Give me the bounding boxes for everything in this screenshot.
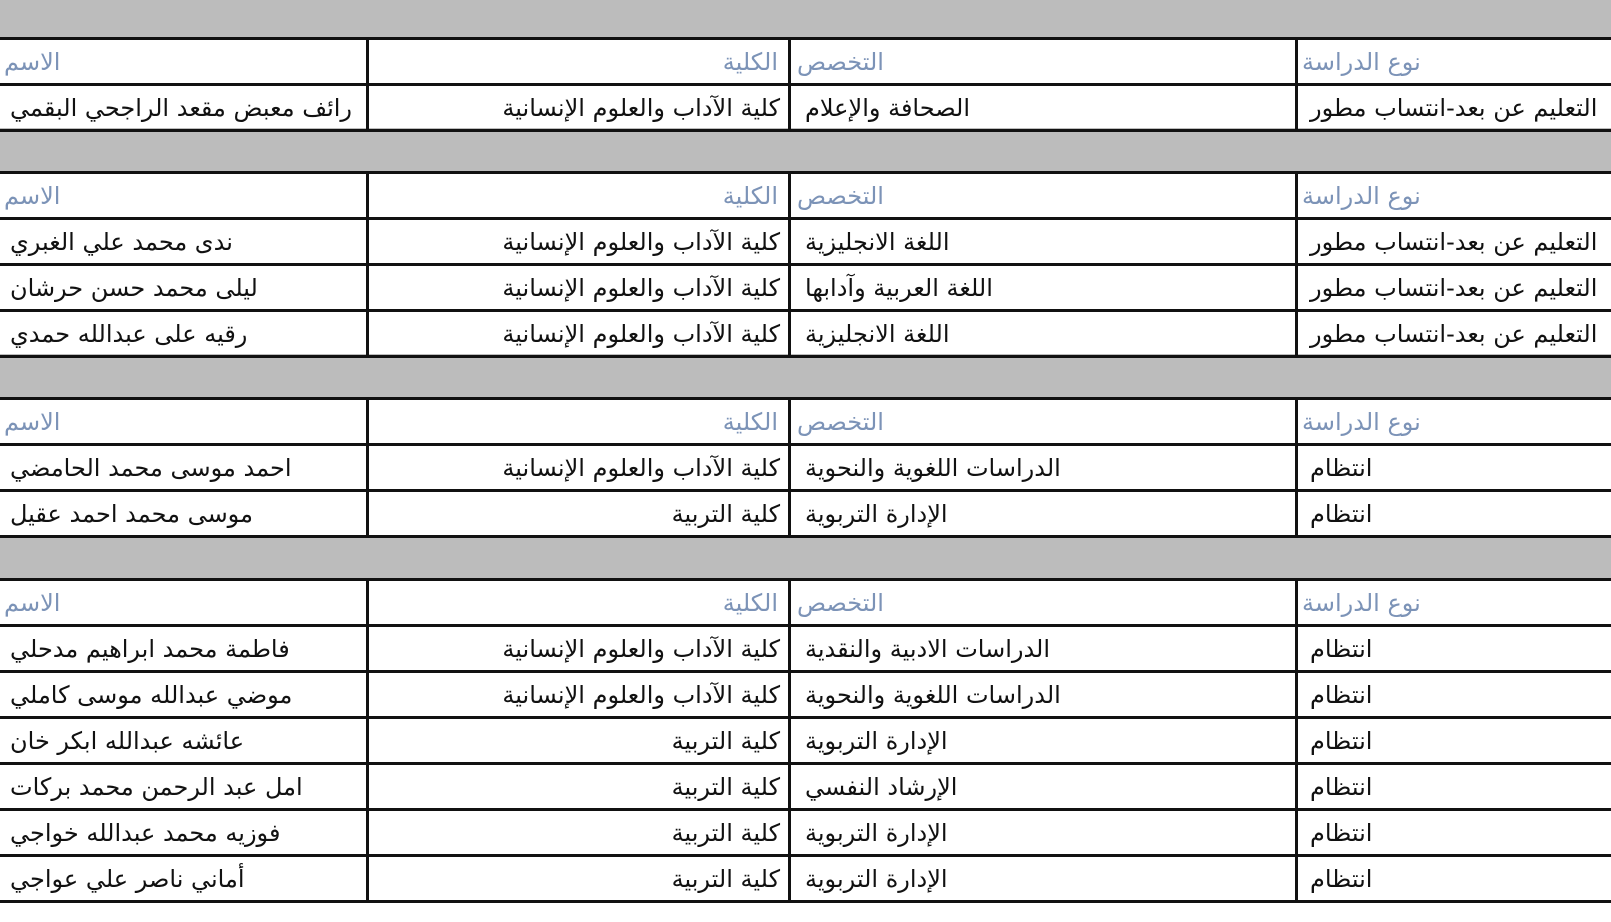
cell-name[interactable]: موسى محمد احمد عقيل [0,492,369,535]
cell-college[interactable]: كلية الآداب والعلوم الإنسانية [369,673,791,716]
cell-college[interactable]: كلية الآداب والعلوم الإنسانية [369,312,791,355]
cell-name[interactable]: امل عبد الرحمن محمد بركات [0,765,369,808]
cell-college[interactable]: كلية التربية [369,765,791,808]
table-row[interactable] [0,492,1611,538]
cell-major[interactable]: الصحافة والإعلام [791,86,1298,129]
table-group-1 [0,37,1611,132]
cell-study-type[interactable]: التعليم عن بعد-انتساب مطور [1310,227,1598,256]
table-group-3 [0,397,1611,538]
cell-major[interactable]: اللغة الانجليزية [791,220,1298,263]
table-row[interactable] [0,86,1611,132]
cell-college[interactable]: كلية التربية [369,811,791,854]
cell-college[interactable]: كلية الآداب والعلوم الإنسانية [369,86,791,129]
cell-college[interactable]: كلية الآداب والعلوم الإنسانية [369,446,791,489]
header-row [0,40,1611,86]
header-row [0,581,1611,627]
header-name: الاسم [0,174,369,217]
cell-college[interactable]: كلية التربية [369,492,791,535]
cell-study-type[interactable]: انتظام [1310,772,1373,801]
header-name: الاسم [0,40,369,83]
header-college: الكلية [369,581,791,624]
table-row[interactable] [0,220,1611,266]
cell-major[interactable]: اللغة العربية وآدابها [791,266,1298,309]
header-major: التخصص [791,581,1298,624]
header-row [0,174,1611,220]
cell-study-type[interactable]: انتظام [1310,818,1373,847]
cell-college[interactable]: كلية الآداب والعلوم الإنسانية [369,220,791,263]
cell-major[interactable]: الدراسات اللغوية والنحوية [791,673,1298,716]
cell-name[interactable]: عائشه عبدالله ابكر خان [0,719,369,762]
cell-major[interactable]: الإرشاد النفسي [791,765,1298,808]
header-study-type: نوع الدراسة [1302,407,1421,436]
group-separator-band [0,0,1611,37]
cell-study-type[interactable]: التعليم عن بعد-انتساب مطور [1310,273,1598,302]
table-row[interactable] [0,719,1611,765]
cell-major[interactable]: الإدارة التربوية [791,811,1298,854]
table-row[interactable] [0,673,1611,719]
cell-study-type[interactable]: انتظام [1310,499,1373,528]
cell-study-type[interactable]: التعليم عن بعد-انتساب مطور [1310,93,1598,122]
cell-name[interactable]: رقيه على عبدالله حمدي [0,312,369,355]
cell-study-type[interactable]: التعليم عن بعد-انتساب مطور [1310,319,1598,348]
cell-name[interactable]: ندى محمد علي الغبري [0,220,369,263]
header-name: الاسم [0,581,369,624]
header-study-type: نوع الدراسة [1302,181,1421,210]
table-row[interactable] [0,765,1611,811]
cell-major[interactable]: الدراسات الادبية والنقدية [791,627,1298,670]
cell-name[interactable]: فوزيه محمد عبدالله خواجي [0,811,369,854]
cell-major[interactable]: اللغة الانجليزية [791,312,1298,355]
cell-name[interactable]: أماني ناصر علي عواجي [0,857,369,900]
table-row[interactable] [0,312,1611,358]
header-major: التخصص [791,40,1298,83]
cell-name[interactable]: احمد موسى محمد الحامضي [0,446,369,489]
cell-major[interactable]: الإدارة التربوية [791,492,1298,535]
header-study-type: نوع الدراسة [1302,588,1421,617]
table-row[interactable] [0,627,1611,673]
cell-major[interactable]: الإدارة التربوية [791,857,1298,900]
header-major: التخصص [791,174,1298,217]
table-row[interactable] [0,266,1611,312]
header-row [0,400,1611,446]
table-group-2 [0,171,1611,358]
header-study-type: نوع الدراسة [1302,47,1421,76]
cell-study-type[interactable]: انتظام [1310,680,1373,709]
cell-name[interactable]: فاطمة محمد ابراهيم مدحلي [0,627,369,670]
cell-name[interactable]: موضي عبدالله موسى كاملي [0,673,369,716]
cell-college[interactable]: كلية التربية [369,857,791,900]
header-college: الكلية [369,40,791,83]
header-name: الاسم [0,400,369,443]
table-row[interactable] [0,811,1611,857]
cell-college[interactable]: كلية التربية [369,719,791,762]
cell-study-type[interactable]: انتظام [1310,453,1373,482]
cell-study-type[interactable]: انتظام [1310,726,1373,755]
cell-name[interactable]: رائف معبض مقعد الراجحي البقمي [0,86,369,129]
group-separator-band [0,354,1611,397]
group-separator-band [0,128,1611,171]
table-row[interactable] [0,446,1611,492]
cell-major[interactable]: الإدارة التربوية [791,719,1298,762]
cell-study-type[interactable]: انتظام [1310,634,1373,663]
group-separator-band [0,535,1611,578]
table-row[interactable] [0,857,1611,903]
cell-study-type[interactable]: انتظام [1310,864,1373,893]
header-college: الكلية [369,400,791,443]
cell-college[interactable]: كلية الآداب والعلوم الإنسانية [369,266,791,309]
cell-name[interactable]: ليلى محمد حسن حرشان [0,266,369,309]
cell-college[interactable]: كلية الآداب والعلوم الإنسانية [369,627,791,670]
header-major: التخصص [791,400,1298,443]
cell-major[interactable]: الدراسات اللغوية والنحوية [791,446,1298,489]
table-group-4 [0,578,1611,903]
header-college: الكلية [369,174,791,217]
